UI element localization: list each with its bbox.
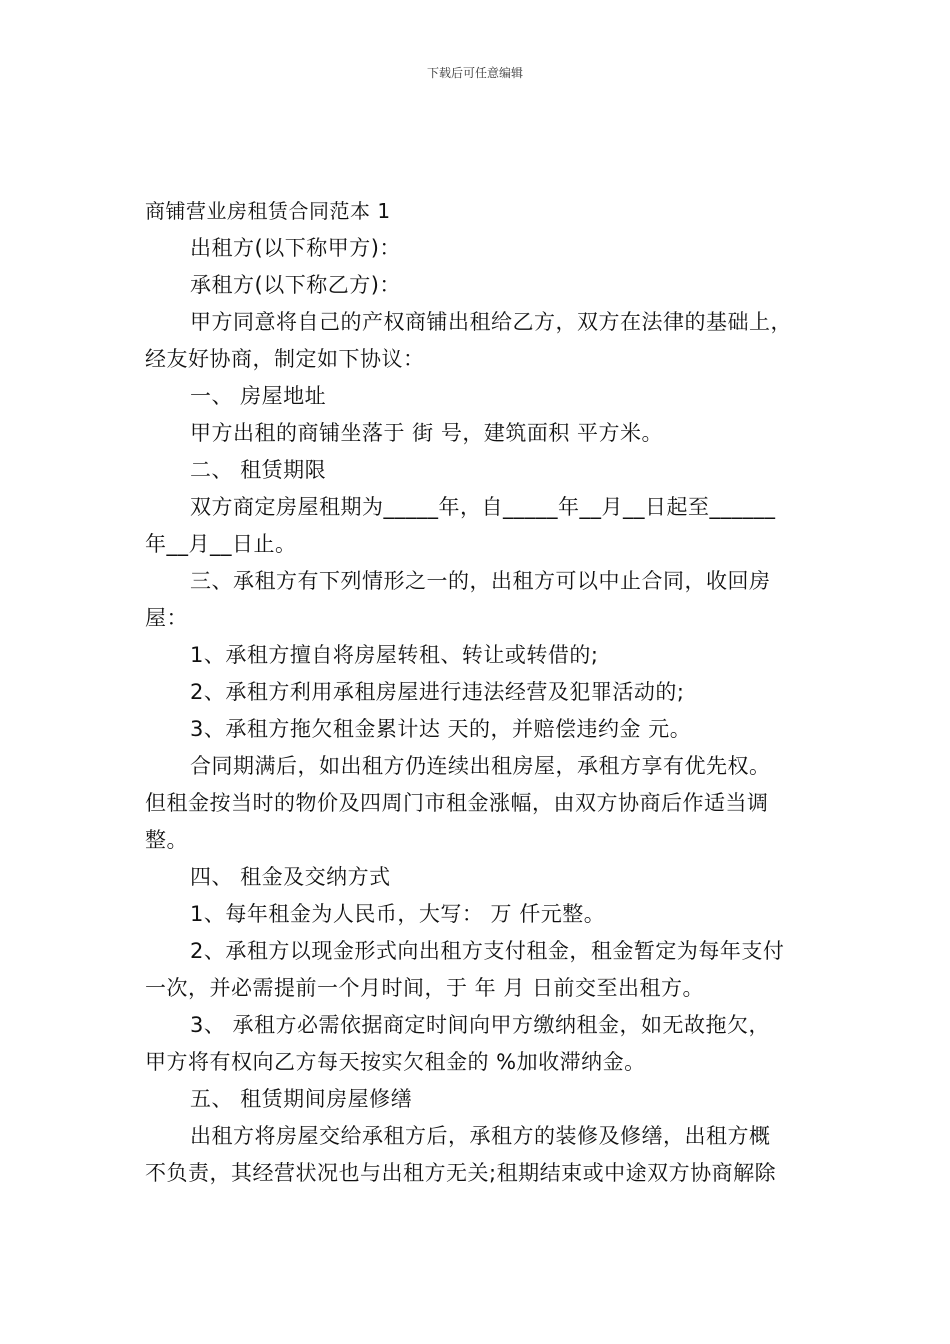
list-item-payment-cont: 一次，并必需提前一个月时间，于 年 月 日前交至出租方。	[145, 976, 705, 1000]
paragraph-renewal-end: 整。	[145, 828, 188, 852]
list-item-late-fee-cont: 甲方将有权向乙方每天按实欠租金的 %加收滞纳金。	[145, 1050, 646, 1074]
paragraph-renewal: 合同期满后，如出租方仍连续出租房屋，承租方享有优先权。	[190, 754, 771, 778]
section-heading-termination-cont: 屋：	[145, 606, 188, 630]
list-item-annual-rent: 1、每年租金为人民币，大写： 万 仟元整。	[190, 902, 606, 926]
paragraph-lessor: 出租方(以下称甲方)：	[190, 236, 401, 260]
section-heading-rent: 四、 租金及交纳方式	[190, 865, 391, 889]
paragraph-intro-cont: 经友好协商，制定如下协议：	[145, 347, 425, 371]
list-item-arrears: 3、承租方拖欠租金累计达 天的，并赔偿违约金 元。	[190, 717, 692, 741]
paragraph-repairs-cont: 不负责，其经营状况也与出租方无关;租期结束或中途双方协商解除	[145, 1161, 777, 1185]
header-note: 下载后可任意编辑	[426, 66, 523, 80]
list-item-payment: 2、承租方以现金形式向出租方支付租金，租金暂定为每年支付	[190, 939, 785, 963]
contract-body	[145, 193, 810, 1192]
list-item-late-fee: 3、 承租方必需依据商定时间向甲方缴纳租金，如无故拖欠，	[190, 1013, 771, 1037]
section-heading-repairs: 五、 租赁期间房屋修缮	[190, 1087, 413, 1111]
paragraph-term-cont: 年__月__日止。	[145, 532, 297, 556]
paragraph-term: 双方商定房屋租期为_____年，自_____年__月__日起至______	[190, 495, 776, 519]
paragraph-lessee: 承租方(以下称乙方)：	[190, 273, 401, 297]
paragraph-repairs: 出租方将房屋交给承租方后，承租方的装修及修缮，出租方概	[190, 1124, 771, 1148]
document-title: 商铺营业房租赁合同范本 1	[145, 199, 391, 223]
list-item-illegal: 2、承租方利用承租房屋进行违法经营及犯罪活动的;	[190, 680, 685, 704]
paragraph-renewal-cont: 但租金按当时的物价及四周门市租金涨幅，由双方协商后作适当调	[145, 791, 769, 815]
list-item-sublease: 1、承租方擅自将房屋转租、转让或转借的;	[190, 643, 599, 667]
section-heading-term: 二、 租赁期限	[190, 458, 327, 482]
paragraph-address: 甲方出租的商铺坐落于 街 号，建筑面积 平方米。	[190, 421, 664, 445]
paragraph-intro: 甲方同意将自己的产权商铺出租给乙方，双方在法律的基础上，	[190, 310, 792, 334]
section-heading-address: 一、 房屋地址	[190, 384, 327, 408]
section-heading-termination: 三、承租方有下列情形之一的，出租方可以中止合同，收回房	[190, 569, 771, 593]
